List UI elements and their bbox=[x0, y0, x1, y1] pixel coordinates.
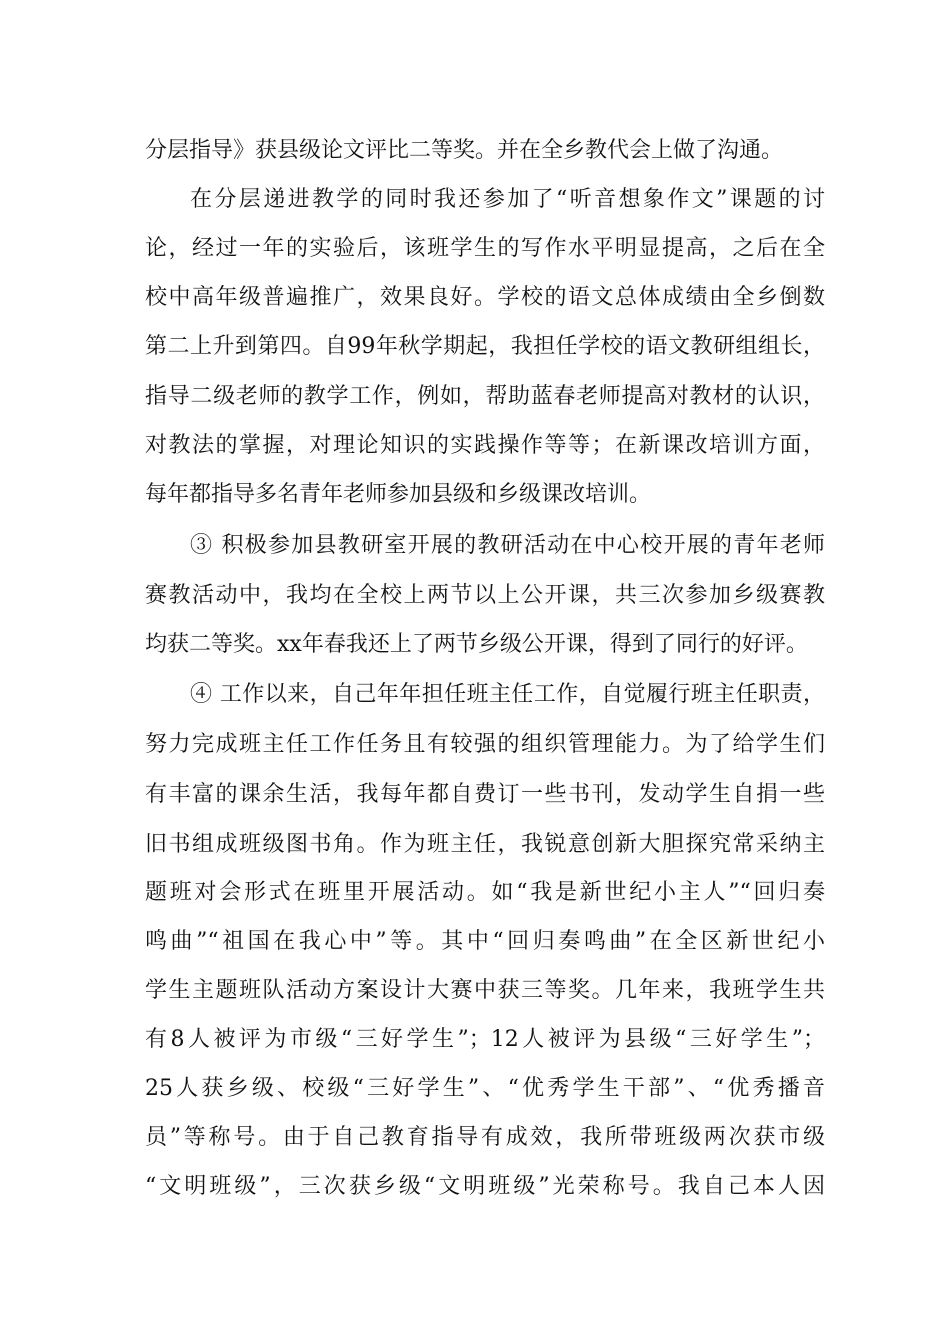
text-line: 分层指导》获县级论文评比二等奖。并在全乡教代会上做了沟通。 bbox=[145, 138, 784, 163]
text-line: 每年都指导多名青年老师参加县级和乡级课改培训。 bbox=[145, 482, 652, 507]
text-line: 在分层递进教学的同时我还参加了“听音想象作文”课题的讨 bbox=[190, 187, 825, 212]
text-line: 鸣曲”“祖国在我心中”等。其中“回归奏鸣曲”在全区新世纪小 bbox=[145, 929, 825, 954]
text-line: 员”等称号。由于自己教育指导有成效，我所带班级两次获市级 bbox=[145, 1125, 825, 1150]
text-line: 对教法的掌握，对理论知识的实践操作等等；在新课改培训方面， bbox=[145, 433, 825, 458]
text-line: 校中高年级普遍推广，效果良好。学校的语文总体成绩由全乡倒数 bbox=[145, 285, 825, 310]
text-line: 学生主题班队活动方案设计大赛中获三等奖。几年来，我班学生共 bbox=[145, 978, 825, 1003]
text-line: 第二上升到第四。自99年秋学期起，我担任学校的语文教研组组长， bbox=[145, 334, 825, 359]
text-line: “文明班级”，三次获乡级“文明班级”光荣称号。我自己本人因 bbox=[145, 1174, 825, 1199]
text-line: 有8人被评为市级“三好学生”；12人被评为县级“三好学生”； bbox=[145, 1027, 825, 1052]
text-line: 赛教活动中，我均在全校上两节以上公开课，共三次参加乡级赛教 bbox=[145, 583, 825, 608]
text-line: 论，经过一年的实验后，该班学生的写作水平明显提高，之后在全 bbox=[145, 236, 825, 261]
text-line: 旧书组成班级图书角。作为班主任，我锐意创新大胆探究常采纳主 bbox=[145, 832, 825, 857]
text-line: 25人获乡级、校级“三好学生”、“优秀学生干部”、“优秀播音 bbox=[145, 1076, 825, 1101]
text-line: 努力完成班主任工作任务且有较强的组织管理能力。为了给学生们 bbox=[145, 732, 825, 757]
text-line: 有丰富的课余生活，我每年都自费订一些书刊，发动学生自捐一些 bbox=[145, 782, 825, 807]
text-line: 指导二级老师的教学工作，例如，帮助蓝春老师提高对教材的认识， bbox=[145, 384, 825, 409]
text-line: ③ 积极参加县教研室开展的教研活动在中心校开展的青年老师 bbox=[190, 533, 825, 558]
text-line: 题班对会形式在班里开展活动。如“我是新世纪小主人”“回归奏 bbox=[145, 880, 825, 905]
text-line: 均获二等奖。xx年春我还上了两节乡级公开课，得到了同行的好评。 bbox=[145, 632, 808, 657]
text-line: ④ 工作以来，自己年年担任班主任工作，自觉履行班主任职责， bbox=[190, 682, 825, 707]
